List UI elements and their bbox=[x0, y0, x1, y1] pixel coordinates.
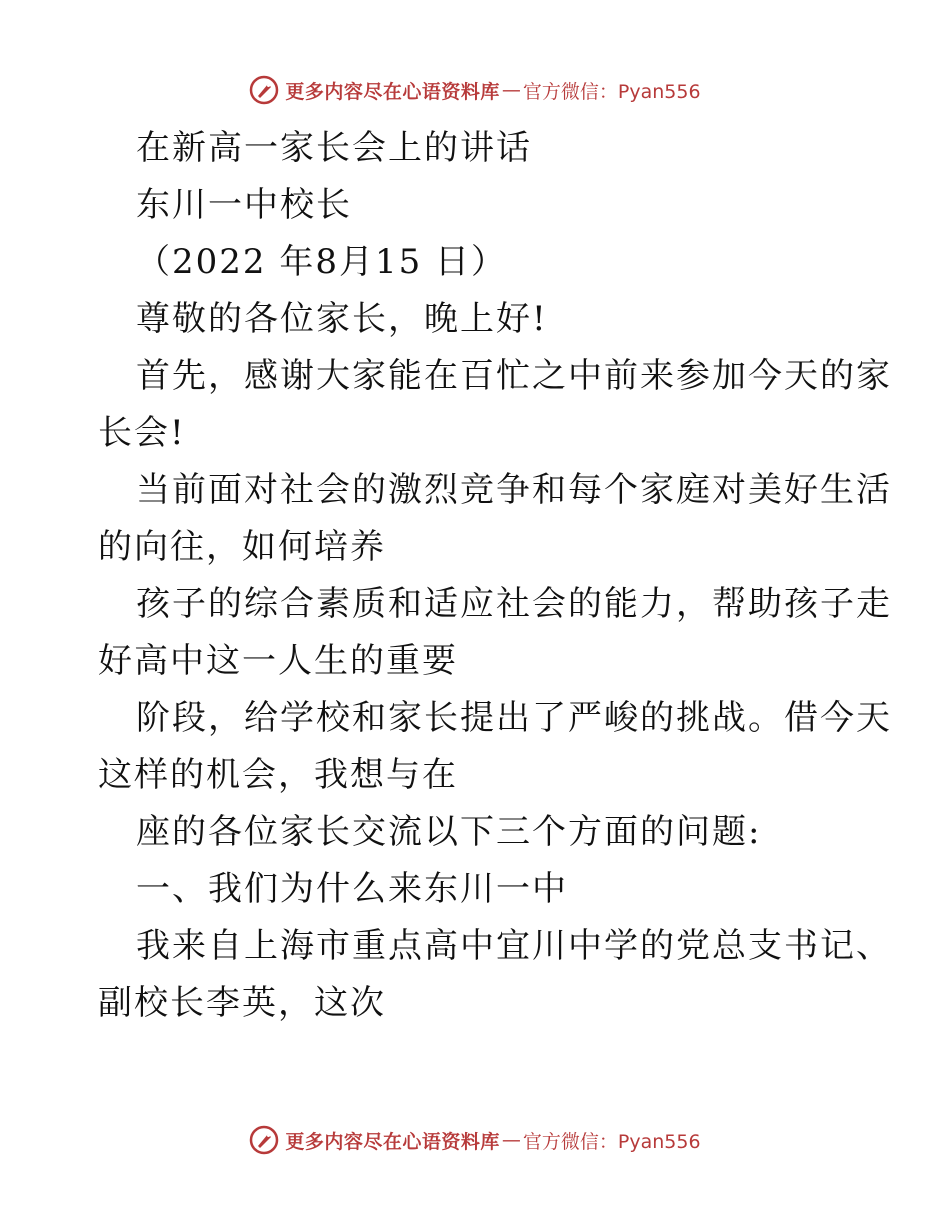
paragraph-line: 好高中这一人生的重要 bbox=[98, 641, 458, 681]
paragraph-line: 当前面对社会的激烈竞争和每个家庭对美好生活 bbox=[136, 470, 892, 510]
document-title: 在新高一家长会上的讲话 bbox=[136, 128, 532, 168]
pen-nib-logo-icon bbox=[249, 1125, 279, 1155]
banner-wechat: 官方微信：Pyan556 bbox=[522, 1130, 701, 1153]
paragraph-line: 长会! bbox=[98, 413, 186, 453]
document-body bbox=[98, 120, 892, 1032]
pen-nib-logo-icon bbox=[249, 75, 279, 105]
banner-text: 更多内容尽在心语资料库 bbox=[285, 1130, 500, 1153]
footer-banner bbox=[0, 1120, 950, 1160]
paragraph-line: 首先，感谢大家能在百忙之中前来参加今天的家 bbox=[136, 356, 892, 396]
paragraph-line: 我来自上海市重点高中宜川中学的党总支书记、 bbox=[136, 926, 892, 966]
banner-separator: — bbox=[501, 1129, 521, 1151]
paragraph-line: 这样的机会，我想与在 bbox=[98, 755, 458, 795]
paragraph-line: 副校长李英，这次 bbox=[98, 983, 386, 1023]
header-banner bbox=[0, 70, 950, 110]
greeting-line: 尊敬的各位家长，晚上好! bbox=[136, 299, 548, 339]
banner-separator: — bbox=[501, 79, 521, 101]
paragraph-line: 阶段，给学校和家长提出了严峻的挑战。借今天 bbox=[136, 698, 892, 738]
paragraph-line: 孩子的综合素质和适应社会的能力，帮助孩子走 bbox=[136, 584, 892, 624]
banner-text: 更多内容尽在心语资料库 bbox=[285, 80, 500, 103]
paragraph-line: 的向往，如何培养 bbox=[98, 527, 386, 567]
document-author: 东川一中校长 bbox=[136, 185, 352, 225]
banner-wechat: 官方微信：Pyan556 bbox=[522, 80, 701, 103]
document-date: （2022 年8月15 日） bbox=[136, 242, 508, 282]
section-heading: 一、我们为什么来东川一中 bbox=[136, 869, 568, 909]
paragraph-line: 座的各位家长交流以下三个方面的问题: bbox=[136, 812, 762, 852]
